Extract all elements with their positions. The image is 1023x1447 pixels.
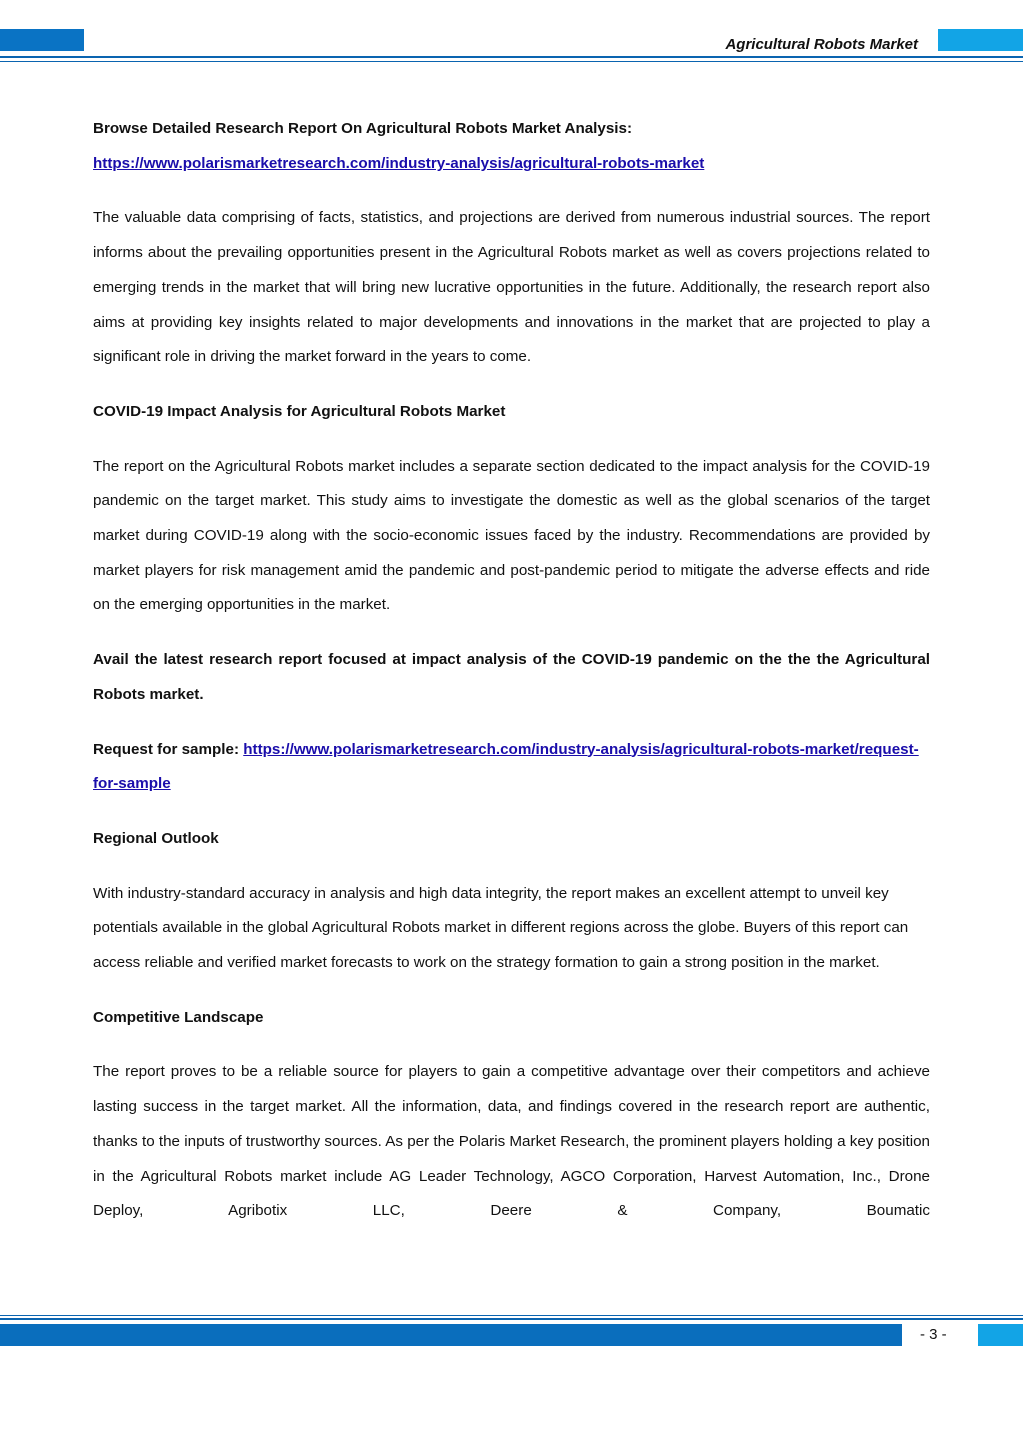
sample-section xyxy=(93,733,930,802)
covid-paragraph: The report on the Agricultural Robots market includes a separate section dedicated to the impact analysis for the COVID-19 pandemic on the target market. This study aims to investigate the domestic as well as the global scenarios of the target market during COVID-19 along with the socio-economic issues faced by the industry. Recommendations are provided by market players for risk management amid the pandemic and post-pandemic period to mitigate the adverse effects and ride on the emerging opportunities in the market. xyxy=(93,457,930,614)
covid-heading: COVID-19 Impact Analysis for Agricultural Robots Market xyxy=(93,402,506,420)
footer-accent-right xyxy=(978,1324,1023,1346)
sample-label: Request for sample: xyxy=(93,740,244,758)
regional-heading: Regional Outlook xyxy=(93,829,219,847)
footer-rule xyxy=(0,1318,1023,1320)
header-accent-left xyxy=(0,29,84,51)
sample-link[interactable]: https://www.polarismarketresearch.com/industry-analysis/agricultural-robots-market/request-for-sample xyxy=(93,740,919,793)
competitive-heading: Competitive Landscape xyxy=(93,1008,264,1026)
browse-heading: Browse Detailed Research Report On Agricultural Robots Market Analysis: xyxy=(93,120,633,137)
footer-rule-thin xyxy=(0,1315,1023,1316)
regional-paragraph: With industry-standard accuracy in analysis and high data integrity, the report makes an excellent attempt to unveil key potentials available in the global Agricultural Robots market in different regions across the globe. Buyers of this report can access reliable and verified market forecasts to work on the strategy formation to gain a strong position in the market. xyxy=(93,884,909,972)
page-number: - 3 - xyxy=(920,1326,947,1343)
document-body xyxy=(93,112,930,1249)
intro-paragraph: The valuable data comprising of facts, statistics, and projections are derived from numerous industrial sources. The report informs about the prevailing opportunities present in the Agricultural Robots market as well as covers projections related to emerging trends in the market that will bring new lucrative opportunities in the future. Additionally, the research report also aims at providing key insights related to major developments and innovations in the market that are projected to play a significant role in driving the market forward in the years to come. xyxy=(93,209,930,366)
header-accent-right xyxy=(938,29,1023,51)
header-title: Agricultural Robots Market xyxy=(725,36,918,53)
competitive-paragraph: The report proves to be a reliable source for players to gain a competitive advantage over their competitors and achieve lasting success in the target market. All the information, data, and findings covered in the research report are authentic, thanks to the inputs of trustworthy sources. As per the Polaris Market Research, the prominent players holding a key position in the Agricultural Robots market include AG Leader Technology, AGCO Corporation, Harvest Automation, Inc., Drone Deploy, Agribotix LLC, Deere & Company, Boumatic xyxy=(93,1063,930,1220)
avail-paragraph: Avail the latest research report focused at impact analysis of the COVID-19 pandemic on the the the Agricultural Robots market. xyxy=(93,651,930,703)
report-link[interactable]: https://www.polarismarketresearch.com/industry-analysis/agricultural-robots-market xyxy=(93,154,705,172)
header-rule xyxy=(0,56,1023,58)
footer-bar xyxy=(0,1324,902,1346)
header-rule-thin xyxy=(0,61,1023,62)
browse-section xyxy=(93,112,930,181)
